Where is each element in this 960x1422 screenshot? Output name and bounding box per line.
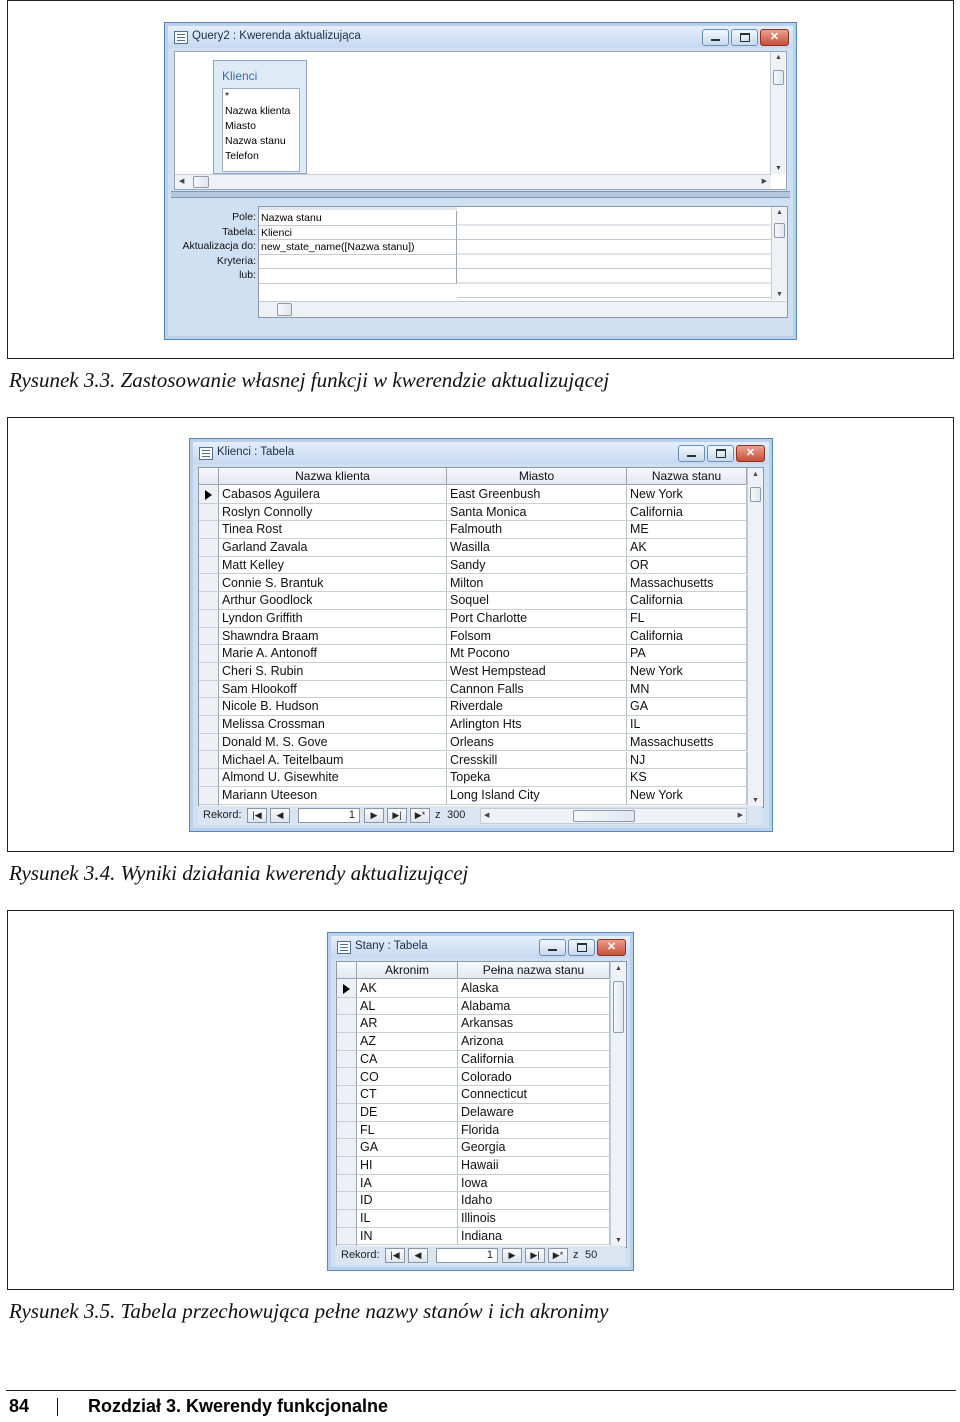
grid-label-pole: Pole: — [232, 211, 256, 223]
record-selector[interactable] — [199, 557, 219, 575]
table-cell[interactable]: FL — [627, 610, 747, 628]
nav-of-label: z — [573, 1249, 579, 1261]
grid-label-lub: lub: — [239, 269, 256, 281]
table-cell[interactable]: Florida — [458, 1122, 610, 1140]
record-selector[interactable] — [199, 504, 219, 522]
query-titlebar — [168, 26, 793, 48]
record-selector[interactable] — [199, 575, 219, 593]
record-selector[interactable] — [199, 734, 219, 752]
table-cell[interactable]: FL — [357, 1122, 458, 1140]
hscroll-thumb[interactable] — [573, 810, 635, 822]
scroll-down-icon[interactable]: ▼ — [615, 1237, 622, 1244]
record-selector[interactable] — [337, 998, 357, 1016]
record-selector-header — [337, 962, 357, 979]
table-cell[interactable]: AK — [357, 980, 458, 998]
record-selector[interactable] — [337, 1051, 357, 1069]
table-cell[interactable]: New York — [627, 486, 747, 504]
field-item[interactable]: Nazwa klienta — [225, 105, 291, 117]
grid-cell-pole[interactable]: Nazwa stanu — [259, 211, 457, 226]
figure-3-3-frame — [7, 0, 954, 359]
table-cell[interactable]: AL — [357, 998, 458, 1016]
table-cell[interactable]: Connie S. Brantuk — [219, 575, 447, 593]
table-cell[interactable]: West Hempstead — [447, 663, 627, 681]
table-cell[interactable]: Arlington Hts — [447, 716, 627, 734]
column-header-nazwa-klienta[interactable]: Nazwa klienta — [219, 468, 447, 485]
table-cell[interactable]: OR — [627, 557, 747, 575]
table-cell[interactable]: Mt Pocono — [447, 645, 627, 663]
stany-titlebar — [331, 936, 630, 958]
record-selector[interactable] — [337, 1139, 357, 1157]
table-cell[interactable]: Alabama — [458, 998, 610, 1016]
grid-column-3[interactable] — [570, 207, 684, 299]
figure-3-5-caption: Rysunek 3.5. Tabela przechowująca pełne nazwy stanów i ich akronimy — [9, 1299, 609, 1323]
table-cell[interactable]: Georgia — [458, 1139, 610, 1157]
table-cell[interactable]: Melissa Crossman — [219, 716, 447, 734]
table-cell[interactable]: Roslyn Connolly — [219, 504, 447, 522]
table-pane-hscroll[interactable] — [175, 174, 771, 189]
klienci-titlebar — [193, 442, 769, 464]
table-cell[interactable]: CA — [357, 1051, 458, 1069]
close-button[interactable] — [736, 445, 765, 462]
table-cell[interactable]: Illinois — [458, 1210, 610, 1228]
record-selector[interactable] — [337, 1069, 357, 1087]
scroll-up-icon[interactable]: ▲ — [615, 965, 622, 972]
table-cell[interactable]: Michael A. Teitelbaum — [219, 752, 447, 770]
record-selector[interactable] — [337, 1122, 357, 1140]
pane-splitter[interactable] — [171, 191, 790, 198]
hscroll-thumb[interactable] — [277, 303, 292, 316]
scroll-right-icon[interactable]: ▶ — [737, 812, 743, 819]
record-selector[interactable] — [199, 716, 219, 734]
figure-3-3-caption: Rysunek 3.3. Zastosowanie własnej funkcji w kwerendzie aktualizującej — [9, 368, 610, 392]
record-selector[interactable] — [199, 610, 219, 628]
new-record-icon[interactable]: ▶* — [410, 808, 430, 823]
footer-rule — [6, 1390, 956, 1391]
record-selector[interactable] — [337, 1157, 357, 1175]
table-cell[interactable]: Topeka — [447, 769, 627, 787]
record-selector[interactable] — [199, 681, 219, 699]
table-cell[interactable]: CO — [357, 1069, 458, 1087]
scroll-down-icon[interactable]: ▼ — [775, 165, 782, 172]
table-cell[interactable]: IL — [357, 1210, 458, 1228]
nav-total: 300 — [447, 809, 466, 821]
scroll-down-icon[interactable]: ▼ — [776, 291, 783, 298]
klienci-record-navigator — [198, 806, 762, 825]
table-cell[interactable]: Indiana — [458, 1228, 610, 1246]
previous-record-icon[interactable]: ◀ — [408, 1248, 428, 1263]
record-selector[interactable] — [337, 1086, 357, 1104]
record-selector[interactable] — [337, 1192, 357, 1210]
table-cell[interactable]: Delaware — [458, 1104, 610, 1122]
table-field-list — [222, 88, 300, 172]
table-klienci-title: Klienci — [222, 69, 258, 83]
grid-column-2[interactable] — [457, 207, 571, 299]
table-cell[interactable]: Marie A. Antonoff — [219, 645, 447, 663]
record-selector[interactable] — [199, 769, 219, 787]
table-cell[interactable]: AZ — [357, 1033, 458, 1051]
table-cell[interactable]: Soquel — [447, 592, 627, 610]
table-cell[interactable]: Hawaii — [458, 1157, 610, 1175]
table-cell[interactable]: Idaho — [458, 1192, 610, 1210]
klienci-hscroll[interactable] — [480, 808, 747, 824]
table-cell[interactable]: Sandy — [447, 557, 627, 575]
maximize-button[interactable] — [707, 445, 734, 462]
stany-vscroll[interactable] — [610, 962, 626, 1247]
scroll-left-icon[interactable]: ◀ — [484, 812, 490, 819]
table-cell[interactable]: Falmouth — [447, 521, 627, 539]
table-window-icon — [199, 447, 213, 460]
previous-record-icon[interactable]: ◀ — [270, 808, 290, 823]
stany-window-title: Stany : Tabela — [355, 940, 428, 952]
design-grid-labels — [171, 210, 256, 285]
table-window-icon — [337, 941, 351, 954]
klienci-vscroll[interactable] — [747, 468, 763, 807]
table-cell[interactable]: Milton — [447, 575, 627, 593]
grid-cell-tabela[interactable]: Klienci — [259, 226, 457, 241]
figure-3-5-frame — [7, 910, 954, 1290]
query-window-icon — [174, 31, 188, 44]
table-cell[interactable]: NJ — [627, 752, 747, 770]
table-klienci[interactable] — [213, 60, 307, 174]
table-cell[interactable]: MN — [627, 681, 747, 699]
minimize-button[interactable] — [539, 939, 566, 956]
record-number-input[interactable]: 1 — [436, 1248, 498, 1263]
table-cell[interactable]: AK — [627, 539, 747, 557]
minimize-button[interactable] — [678, 445, 705, 462]
table-cell[interactable]: Garland Zavala — [219, 539, 447, 557]
grid-cell-aktualizacja[interactable]: new_state_name([Nazwa stanu]) — [259, 240, 457, 255]
table-cell[interactable]: GA — [627, 698, 747, 716]
table-cell[interactable]: Cannon Falls — [447, 681, 627, 699]
table-cell[interactable]: Riverdale — [447, 698, 627, 716]
scroll-up-icon[interactable]: ▲ — [775, 54, 782, 61]
record-selector[interactable] — [199, 645, 219, 663]
maximize-button[interactable] — [568, 939, 595, 956]
table-cell[interactable]: Tinea Rost — [219, 521, 447, 539]
column-header-miasto[interactable]: Miasto — [447, 468, 627, 485]
table-cell[interactable]: ID — [357, 1192, 458, 1210]
table-cell[interactable]: Cabasos Aguilera — [219, 486, 447, 504]
table-cell[interactable]: Iowa — [458, 1175, 610, 1193]
record-selector[interactable] — [337, 1210, 357, 1228]
table-cell[interactable]: Cheri S. Rubin — [219, 663, 447, 681]
grid-hscroll[interactable] — [259, 301, 787, 317]
current-record-icon — [205, 490, 212, 500]
table-cell[interactable]: Wasilla — [447, 539, 627, 557]
table-cell[interactable]: Shawndra Braam — [219, 628, 447, 646]
stany-window — [327, 932, 634, 1271]
chapter-title: Rozdział 3. Kwerendy funkcjonalne — [88, 1396, 389, 1416]
table-cell[interactable]: Massachusetts — [627, 575, 747, 593]
figure-3-4-caption: Rysunek 3.4. Wyniki działania kwerendy aktualizującej — [9, 861, 469, 885]
scroll-down-icon[interactable]: ▼ — [752, 797, 759, 804]
table-cell[interactable]: Almond U. Gisewhite — [219, 769, 447, 787]
close-button[interactable] — [760, 29, 789, 46]
scroll-thumb[interactable] — [613, 981, 624, 1033]
design-grid — [258, 206, 788, 318]
column-header-akronim[interactable]: Akronim — [357, 962, 458, 979]
table-cell[interactable]: Folsom — [447, 628, 627, 646]
klienci-datasheet — [198, 467, 764, 808]
grid-cell-lub[interactable] — [259, 269, 457, 284]
table-cell[interactable]: New York — [627, 663, 747, 681]
record-selector[interactable] — [199, 787, 219, 805]
record-selector[interactable] — [199, 521, 219, 539]
table-cell[interactable]: Port Charlotte — [447, 610, 627, 628]
grid-cell-kryteria[interactable] — [259, 255, 457, 270]
record-selector[interactable] — [337, 1015, 357, 1033]
table-pane-vscroll[interactable] — [770, 52, 786, 174]
table-cell[interactable]: ME — [627, 521, 747, 539]
table-cell[interactable]: Lyndon Griffith — [219, 610, 447, 628]
field-item[interactable]: Nazwa stanu — [225, 135, 286, 147]
table-cell[interactable]: East Greenbush — [447, 486, 627, 504]
record-selector[interactable] — [199, 592, 219, 610]
next-record-icon[interactable]: ▶ — [364, 808, 384, 823]
table-pane — [174, 51, 787, 190]
table-cell[interactable]: Orleans — [447, 734, 627, 752]
table-cell[interactable]: Colorado — [458, 1069, 610, 1087]
hscroll-thumb[interactable] — [193, 176, 209, 188]
scroll-right-icon[interactable]: ▶ — [761, 178, 767, 185]
last-record-icon[interactable]: ▶| — [525, 1248, 545, 1263]
scroll-thumb[interactable] — [774, 223, 785, 238]
record-selector[interactable] — [199, 486, 219, 504]
grid-label-kryteria: Kryteria: — [216, 254, 256, 267]
scroll-up-icon[interactable]: ▲ — [776, 209, 783, 216]
close-button[interactable] — [597, 939, 626, 956]
table-cell[interactable]: Matt Kelley — [219, 557, 447, 575]
grid-label-tabela: Tabela: — [222, 225, 256, 238]
table-cell[interactable]: New York — [627, 787, 747, 805]
table-cell[interactable]: KS — [627, 769, 747, 787]
first-record-icon[interactable]: |◀ — [247, 808, 267, 823]
record-selector-header — [199, 468, 219, 485]
scroll-left-icon[interactable]: ◀ — [179, 178, 185, 185]
table-cell[interactable]: Arizona — [458, 1033, 610, 1051]
nav-label: Rekord: — [341, 1249, 380, 1261]
new-record-icon[interactable]: ▶* — [548, 1248, 568, 1263]
query-window-title: Query2 : Kwerenda aktualizująca — [192, 30, 361, 42]
field-item[interactable]: Telefon — [225, 150, 259, 162]
table-cell[interactable]: HI — [357, 1157, 458, 1175]
record-number-input[interactable]: 1 — [298, 808, 360, 823]
table-cell[interactable]: Connecticut — [458, 1086, 610, 1104]
record-selector[interactable] — [337, 1033, 357, 1051]
klienci-window-title: Klienci : Tabela — [217, 446, 295, 458]
table-cell[interactable]: AR — [357, 1015, 458, 1033]
table-cell[interactable]: GA — [357, 1139, 458, 1157]
stany-record-navigator — [336, 1246, 625, 1265]
table-cell[interactable]: IA — [357, 1175, 458, 1193]
table-cell[interactable]: IN — [357, 1228, 458, 1246]
grid-column-4[interactable] — [683, 207, 771, 299]
first-record-icon[interactable]: |◀ — [385, 1248, 405, 1263]
table-cell[interactable]: CT — [357, 1086, 458, 1104]
scroll-thumb[interactable] — [773, 70, 784, 85]
stany-datasheet — [336, 961, 627, 1248]
table-cell[interactable]: Santa Monica — [447, 504, 627, 522]
scroll-thumb[interactable] — [750, 487, 761, 502]
table-cell[interactable]: California — [458, 1051, 610, 1069]
table-cell[interactable]: Arthur Goodlock — [219, 592, 447, 610]
table-cell[interactable]: Arkansas — [458, 1015, 610, 1033]
column-header-nazwa-stanu[interactable]: Nazwa stanu — [627, 468, 747, 485]
query-window — [164, 22, 797, 340]
record-selector[interactable] — [199, 663, 219, 681]
table-cell[interactable]: California — [627, 592, 747, 610]
table-cell[interactable]: Cresskill — [447, 752, 627, 770]
table-cell[interactable]: Donald M. S. Gove — [219, 734, 447, 752]
grid-label-aktualizacja: Aktualizacja do: — [182, 240, 256, 252]
nav-of-label: z — [435, 809, 441, 821]
figure-3-4-frame — [7, 417, 954, 852]
next-record-icon[interactable]: ▶ — [502, 1248, 522, 1263]
page-number: 84 — [9, 1396, 30, 1416]
table-cell[interactable]: California — [627, 504, 747, 522]
record-selector[interactable] — [199, 628, 219, 646]
klienci-window — [189, 438, 773, 832]
record-selector[interactable] — [337, 980, 357, 998]
field-item[interactable]: * — [225, 90, 230, 102]
table-cell[interactable]: IL — [627, 716, 747, 734]
grid-vscroll[interactable] — [771, 207, 787, 300]
field-item[interactable]: Miasto — [225, 120, 256, 132]
table-cell[interactable]: DE — [357, 1104, 458, 1122]
record-selector[interactable] — [199, 698, 219, 716]
table-cell[interactable]: Alaska — [458, 980, 610, 998]
column-header-pelna-nazwa-stanu[interactable]: Pełna nazwa stanu — [458, 962, 610, 979]
record-selector[interactable] — [337, 1175, 357, 1193]
footer-separator — [57, 1398, 58, 1416]
last-record-icon[interactable]: ▶| — [387, 808, 407, 823]
minimize-button[interactable] — [702, 29, 729, 46]
table-cell[interactable]: Nicole B. Hudson — [219, 698, 447, 716]
table-cell[interactable]: Long Island City — [447, 787, 627, 805]
record-selector[interactable] — [337, 1228, 357, 1246]
table-cell[interactable]: Sam Hlookoff — [219, 681, 447, 699]
record-selector[interactable] — [199, 539, 219, 557]
table-cell[interactable]: Mariann Uteeson — [219, 787, 447, 805]
nav-total: 50 — [585, 1249, 598, 1261]
current-record-icon — [343, 984, 350, 994]
table-cell[interactable]: California — [627, 628, 747, 646]
nav-label: Rekord: — [203, 809, 242, 821]
table-cell[interactable]: PA — [627, 645, 747, 663]
scroll-up-icon[interactable]: ▲ — [752, 471, 759, 478]
record-selector[interactable] — [337, 1104, 357, 1122]
record-selector[interactable] — [199, 752, 219, 770]
table-cell[interactable]: Massachusetts — [627, 734, 747, 752]
maximize-button[interactable] — [731, 29, 758, 46]
